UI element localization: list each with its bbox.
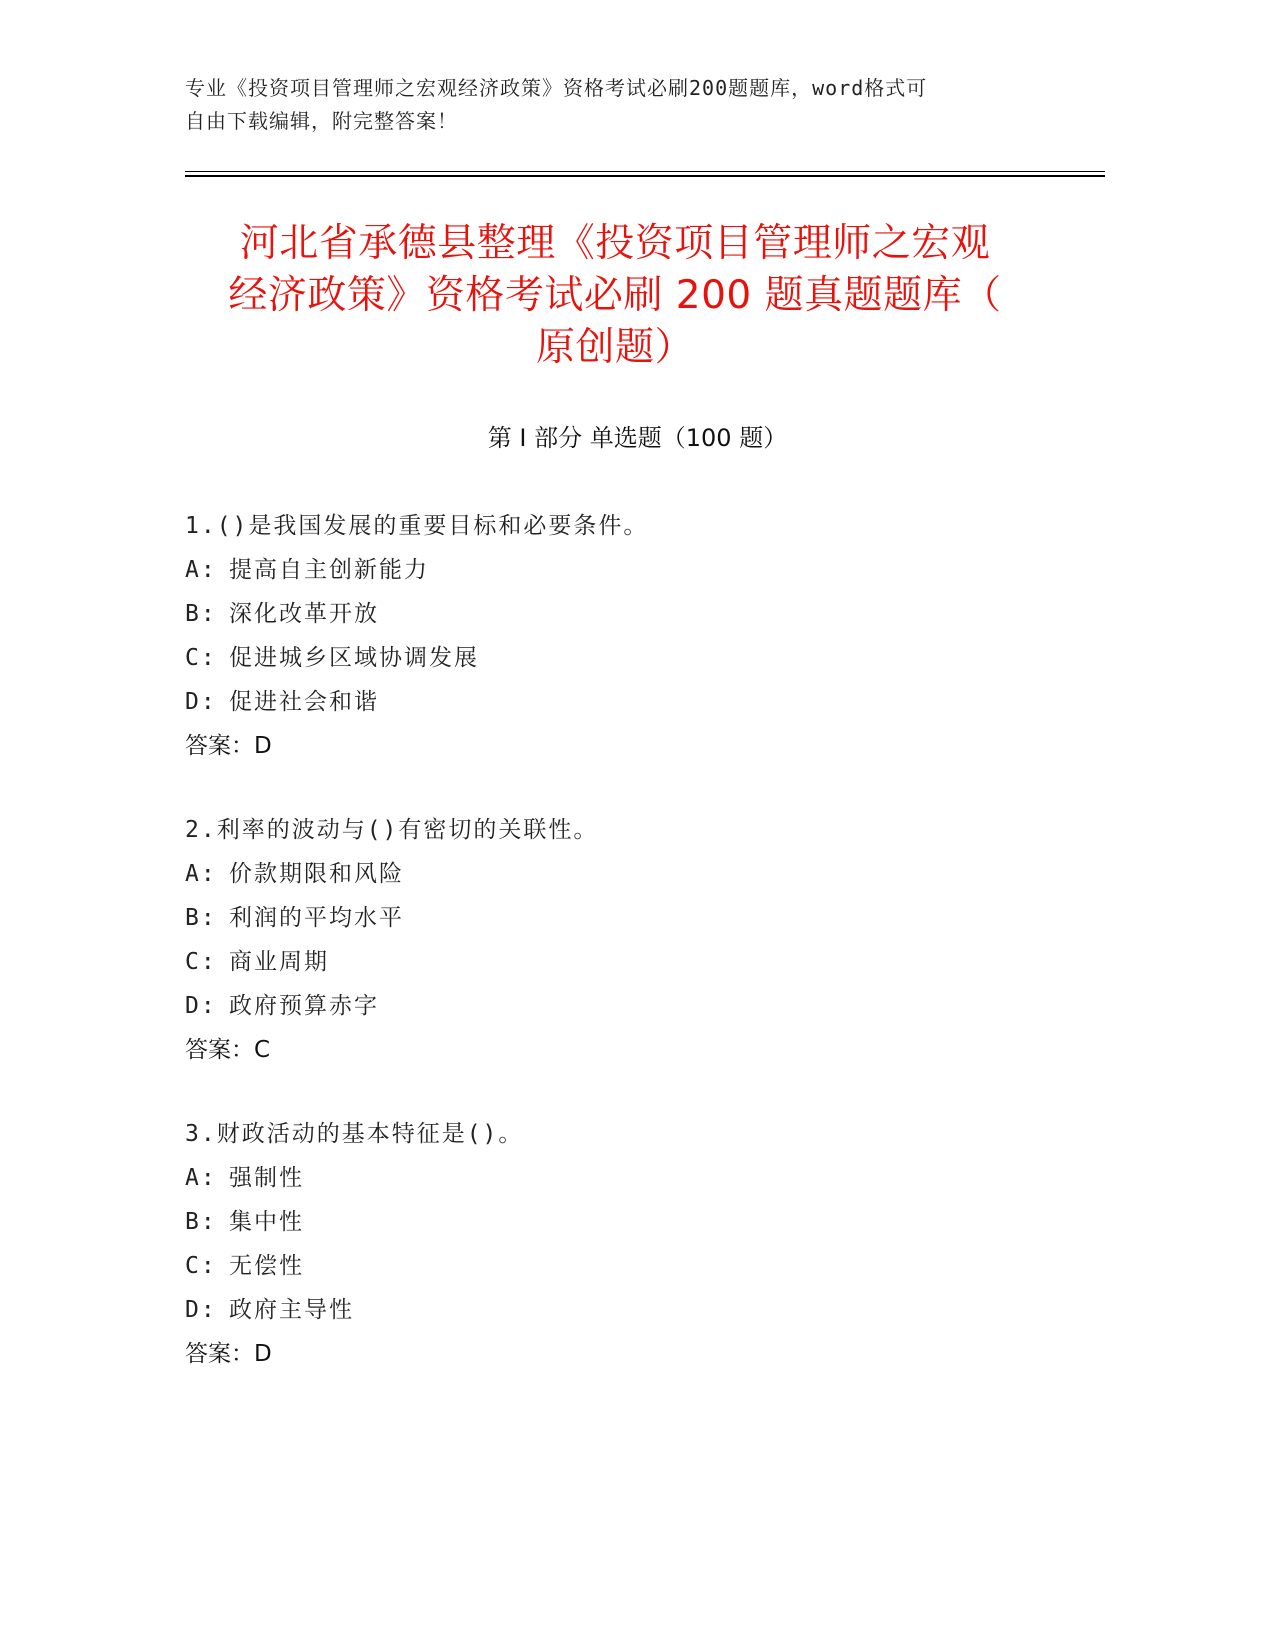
answer-line: 答案：C [185, 1037, 271, 1063]
question-stem: 3.财政活动的基本特征是()。 [185, 1121, 524, 1147]
option-text: 提高自主创新能力 [229, 557, 429, 583]
question-list [185, 504, 1085, 1416]
option-a [185, 548, 1085, 592]
option-d [185, 680, 1085, 724]
question-1 [185, 504, 1085, 768]
option-text: 无偿性 [229, 1253, 304, 1279]
answer-line: 答案：D [185, 733, 272, 759]
option-text: 政府主导性 [229, 1297, 354, 1323]
section-heading: 第 I 部分 单选题（100 题） [487, 424, 788, 452]
option-letter: C: [185, 1253, 217, 1279]
question-2 [185, 808, 1085, 1072]
option-b [185, 592, 1085, 636]
header-divider-thick [185, 175, 1105, 177]
option-text: 价款期限和风险 [229, 861, 404, 887]
option-letter: A: [185, 1165, 217, 1191]
option-text: 促进城乡区域协调发展 [229, 645, 479, 671]
header-divider-thin [185, 171, 1105, 172]
option-letter: B: [185, 1209, 217, 1235]
question-stem: 2.利率的波动与()有密切的关联性。 [185, 817, 599, 843]
option-letter: A: [185, 861, 217, 887]
option-text: 商业周期 [229, 949, 329, 975]
title-line-1: 河北省承德县整理《投资项目管理师之宏观 [239, 221, 991, 266]
option-a [185, 1156, 1085, 1200]
title-line-3: 原创题） [535, 325, 694, 370]
option-text: 深化改革开放 [229, 601, 379, 627]
option-text: 政府预算赤字 [229, 993, 379, 1019]
option-b [185, 896, 1085, 940]
option-text: 利润的平均水平 [229, 905, 404, 931]
option-c [185, 940, 1085, 984]
option-c [185, 1244, 1085, 1288]
option-letter: C: [185, 949, 217, 975]
header-note [185, 72, 1085, 138]
option-letter: A: [185, 557, 217, 583]
option-c [185, 636, 1085, 680]
option-letter: D: [185, 1297, 217, 1323]
option-letter: D: [185, 993, 217, 1019]
option-letter: C: [185, 645, 217, 671]
option-a [185, 852, 1085, 896]
question-stem: 1.()是我国发展的重要目标和必要条件。 [185, 513, 649, 539]
option-letter: B: [185, 601, 217, 627]
option-d [185, 984, 1085, 1028]
header-note-line-2: 自由下载编辑，附完整答案！ [185, 109, 458, 133]
option-text: 集中性 [229, 1209, 304, 1235]
option-b [185, 1200, 1085, 1244]
question-3 [185, 1112, 1085, 1376]
document-title [180, 218, 1050, 374]
option-letter: D: [185, 689, 217, 715]
header-note-line-1: 专业《投资项目管理师之宏观经济政策》资格考试必刷200题题库，word格式可 [185, 76, 928, 100]
answer-line: 答案：D [185, 1341, 272, 1367]
option-d [185, 1288, 1085, 1332]
title-line-2: 经济政策》资格考试必刷 200 题真题题库（ [228, 273, 1002, 318]
option-text: 促进社会和谐 [229, 689, 379, 715]
option-letter: B: [185, 905, 217, 931]
option-text: 强制性 [229, 1165, 304, 1191]
